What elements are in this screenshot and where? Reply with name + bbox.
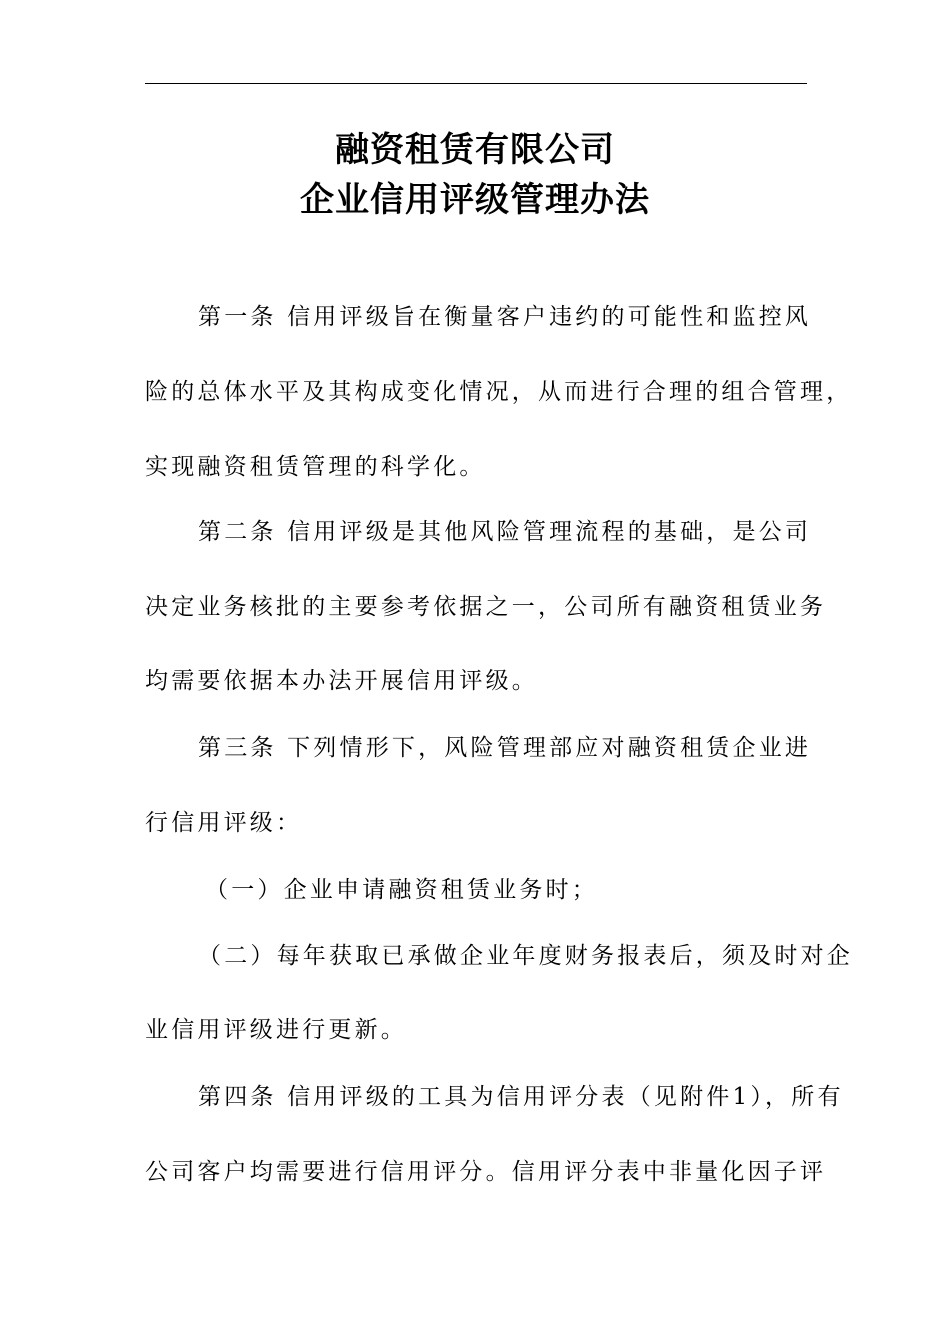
article-3-line-2: 行信用评级： xyxy=(145,810,303,836)
article-2-line-3: 均需要依据本办法开展信用评级。 xyxy=(145,668,538,694)
article-3-item-2-line-1: （二）每年获取已承做企业年度财务报表后，须及时对企 xyxy=(198,943,853,969)
article-1-line-2: 险的总体水平及其构成变化情况，从而进行合理的组合管理， xyxy=(145,379,853,405)
article-4-line-1: 第四条 信用评级的工具为信用评分表（见附件1），所有 xyxy=(198,1084,844,1110)
article-2-line-1: 第二条 信用评级是其他风险管理流程的基础，是公司 xyxy=(198,519,812,545)
document-title-line-2: 企业信用评级管理办法 xyxy=(300,180,650,220)
article-4-line-2: 公司客户均需要进行信用评分。信用评分表中非量化因子评 xyxy=(145,1159,827,1185)
article-1-line-3: 实现融资租赁管理的科学化。 xyxy=(145,454,486,480)
header-rule xyxy=(145,83,807,84)
article-3-line-1: 第三条 下列情形下，风险管理部应对融资租赁企业进 xyxy=(198,735,812,761)
article-3-item-2-line-2: 业信用评级进行更新。 xyxy=(145,1017,407,1043)
document-title-line-1: 融资租赁有限公司 xyxy=(335,130,615,170)
article-2-line-2: 决定业务核批的主要参考依据之一，公司所有融资租赁业务 xyxy=(145,594,827,620)
article-1-line-1: 第一条 信用评级旨在衡量客户违约的可能性和监控风 xyxy=(198,304,812,330)
article-3-item-1: （一）企业申请融资租赁业务时； xyxy=(205,877,598,903)
